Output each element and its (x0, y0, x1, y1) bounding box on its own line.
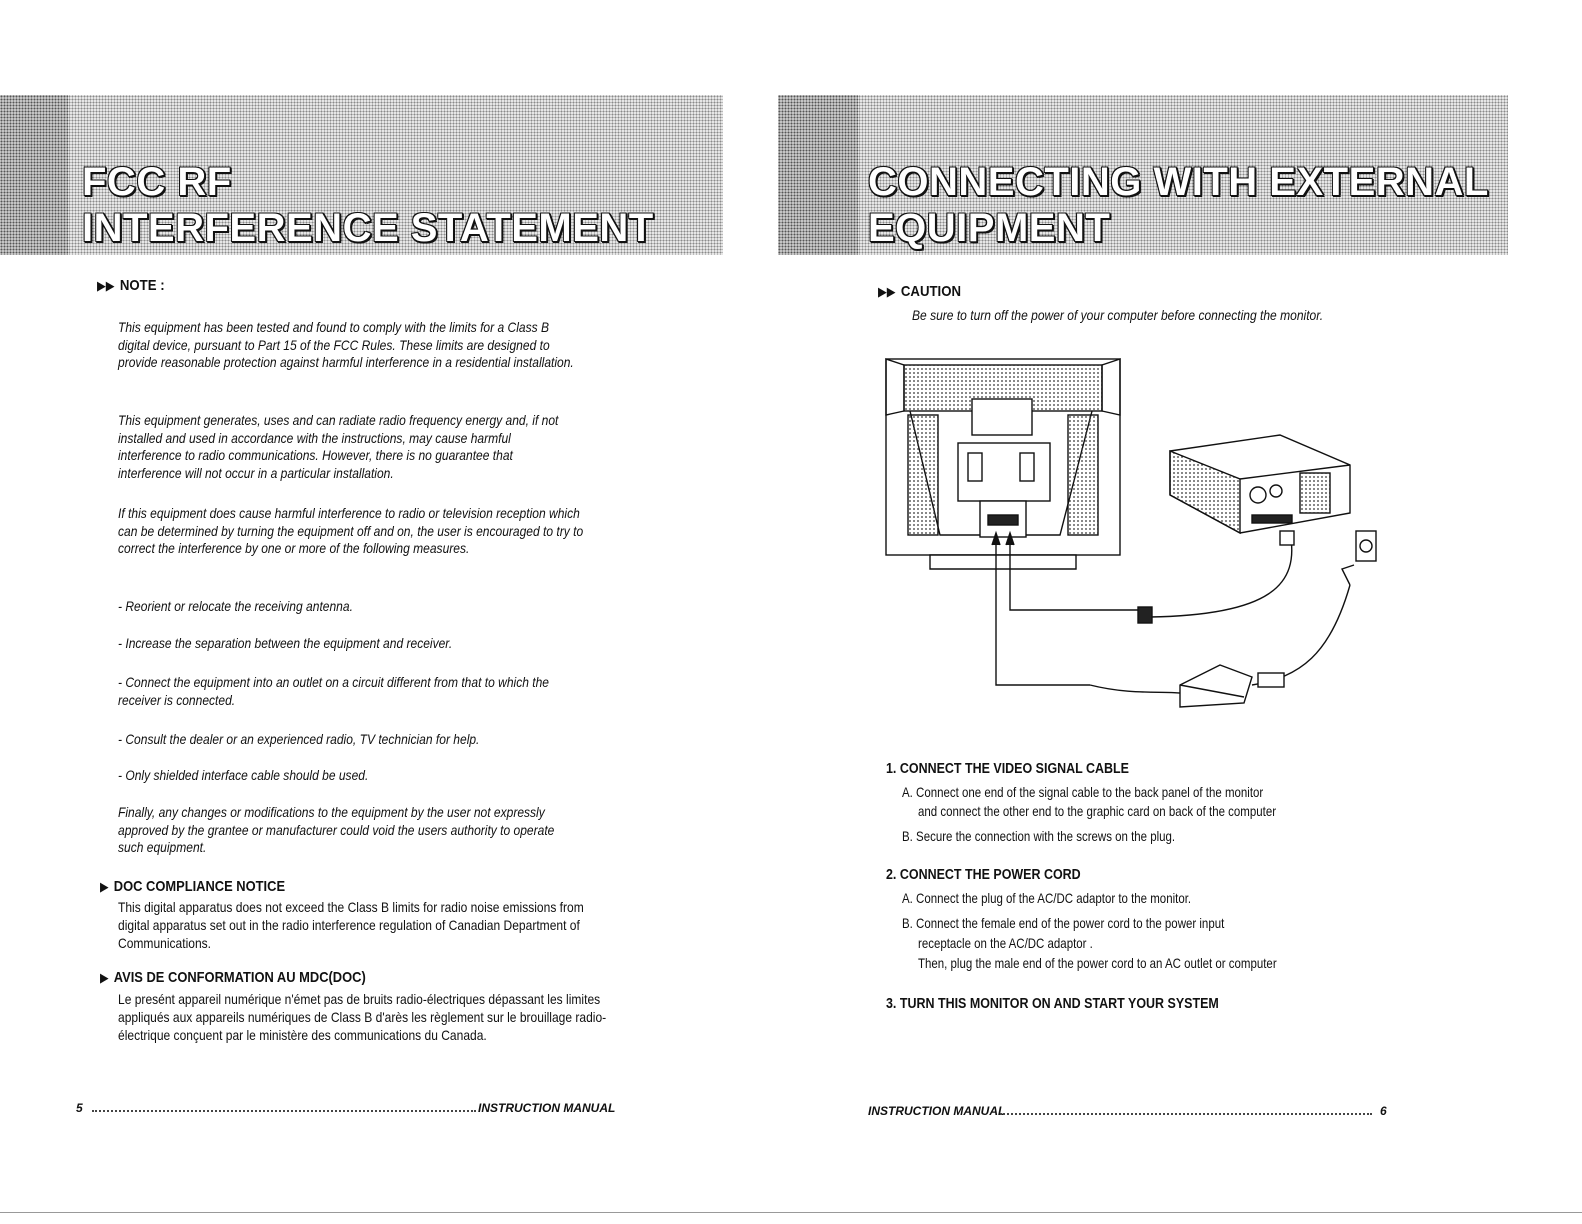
step-2-heading: 2. CONNECT THE POWER CORD (886, 867, 1081, 883)
paragraph-3: If this equipment does cause harmful interference to radio or television reception which can be determined by turning the equipment off and on, the user is encouraged to try to correct the interference by one or more of the following measures. (118, 505, 584, 556)
note-heading (97, 277, 165, 294)
step-1-line: B. Secure the connection with the screws on the plug. (902, 828, 1176, 844)
right-title-line1: CONNECTING WITH EXTERNAL (868, 160, 1489, 204)
right-title-line2: EQUIPMENT (868, 206, 1111, 250)
step-1-line: and connect the other end to the graphic card on back of the computer (918, 803, 1277, 819)
step-1-heading: 1. CONNECT THE VIDEO SIGNAL CABLE (886, 761, 1129, 777)
caution-label: CAUTION (900, 283, 962, 300)
left-banner-tab (0, 95, 68, 255)
arrow-marker-icon: ▶ (100, 970, 109, 985)
right-banner-tab (778, 95, 858, 255)
step-3-heading: 3. TURN THIS MONITOR ON AND START YOUR SYSTEM (886, 996, 1219, 1012)
closing-paragraph: Finally, any changes or modifications to the equipment by the user not expressly approved by the grantee or manufacturer could void the users authority to operate such equipment. (118, 804, 555, 855)
computer-illustration (1170, 435, 1350, 533)
measure-item: - Reorient or relocate the receiving antenna. (118, 598, 353, 614)
measure-item: - Only shielded interface cable should be used. (118, 767, 369, 783)
measure-item: - Consult the dealer or an experienced radio, TV technician for help. (118, 731, 480, 747)
paragraph-1: This equipment has been tested and found to comply with the limits for a Class B digital device, pursuant to Part 15 of the FCC Rules. These limits are designed to provide reasonable protection against harmful interference in a residential installation. (118, 319, 574, 370)
right-page-number: 6 (1380, 1104, 1387, 1118)
right-footer-dots (1000, 1113, 1372, 1115)
signal-cable (1138, 531, 1294, 623)
avis-heading: ▶ AVIS DE CONFORMATION AU MDC(DOC) (100, 969, 366, 986)
bottom-rule (0, 1212, 1582, 1213)
note-label: NOTE : (119, 277, 165, 294)
step-1-line: A. Connect one end of the signal cable to the back panel of the monitor (902, 784, 1264, 800)
left-title-line2: INTERFERENCE STATEMENT (82, 206, 654, 250)
step-2-line: Then, plug the male end of the power cord to an AC outlet or computer (918, 955, 1277, 971)
step-2-line: A. Connect the plug of the AC/DC adaptor to the monitor. (902, 890, 1192, 906)
monitor-back-illustration (886, 359, 1140, 685)
avis-text: Le presént appareil numérique n'émet pas de bruits radio-électriques dépassant les limites appliqués aux appareils numériques de Class B d'arès les règlement sur le brouillage radio-électrique conçuent par le ministère des communications du Canada. (118, 991, 607, 1043)
arrow-marker-icon: ▶▶ (97, 278, 115, 293)
arrow-marker-icon: ▶ (100, 879, 109, 894)
left-footer-dots (92, 1110, 476, 1112)
step-2-line: receptacle on the AC/DC adaptor . (918, 935, 1093, 951)
left-title-line1: FCC RF (82, 160, 232, 204)
wall-outlet-icon (1342, 531, 1376, 585)
connection-illustration (880, 355, 1410, 725)
right-footer-label: INSTRUCTION MANUAL (868, 1104, 1006, 1118)
doc-text: This digital apparatus does not exceed the Class B limits for radio noise emissions from digital apparatus set out in the radio interference regulation of Canadian Department of Communications. (118, 899, 584, 951)
left-page-number: 5 (76, 1101, 83, 1115)
measure-item: - Increase the separation between the equipment and receiver. (118, 635, 453, 651)
arrow-marker-icon: ▶▶ (878, 284, 896, 299)
paragraph-2: This equipment generates, uses and can radiate radio frequency energy and, if not installed and used in accordance with the instructions, may cause harmful interference to radio communications. However, there is no guarantee that interference will not occur in a particular installation. (118, 412, 559, 481)
doc-heading: ▶ DOC COMPLIANCE NOTICE (100, 878, 286, 895)
step-2-line: B. Connect the female end of the power cord to the power input (902, 915, 1225, 931)
power-adaptor-illustration (1090, 585, 1350, 707)
left-footer-label: INSTRUCTION MANUAL (478, 1101, 616, 1115)
caution-heading (878, 283, 961, 300)
caution-text: Be sure to turn off the power of your computer before connecting the monitor. (912, 307, 1324, 323)
measure-item: - Connect the equipment into an outlet on a circuit different from that to which the receiver is connected. (118, 674, 550, 708)
